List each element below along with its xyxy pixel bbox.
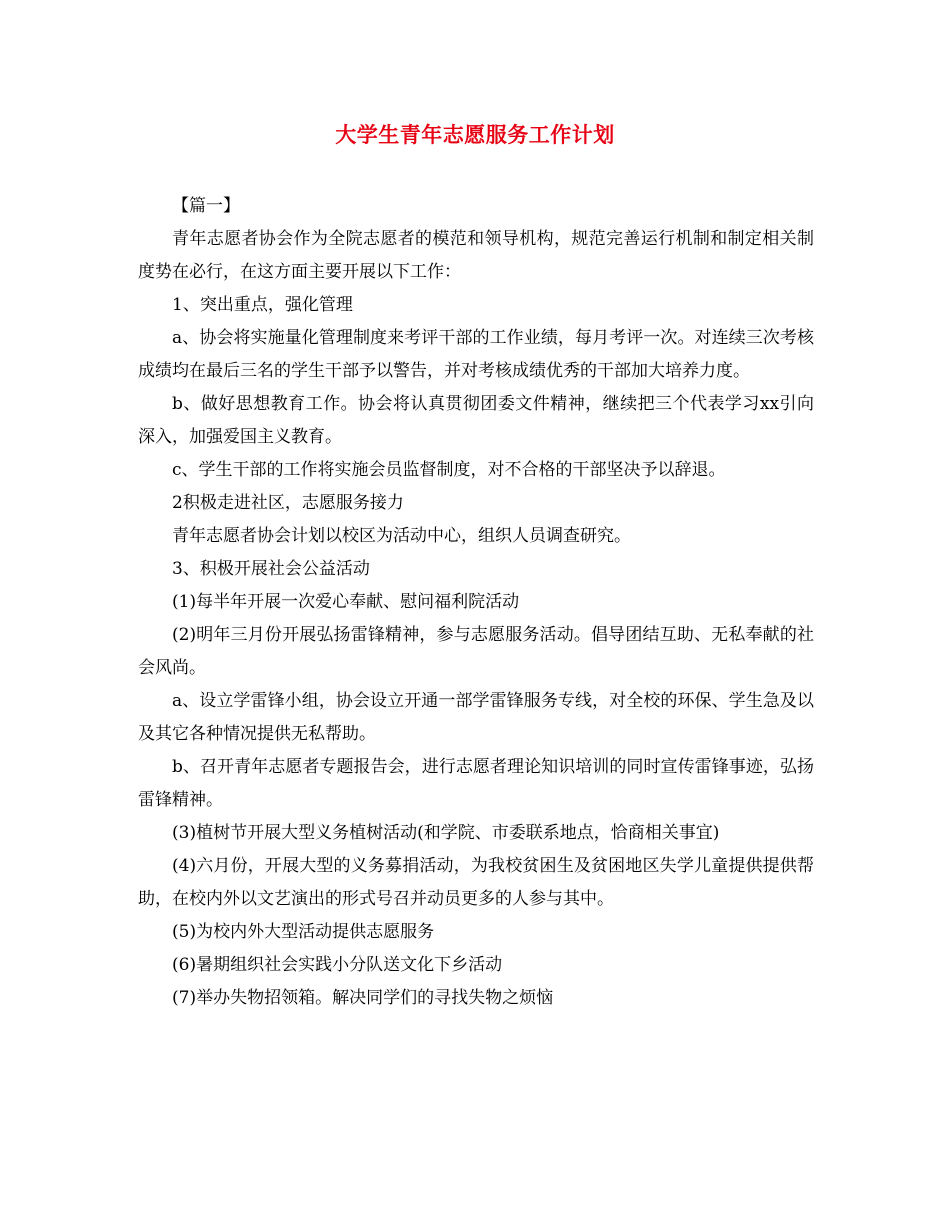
intro-paragraph: 青年志愿者协会作为全院志愿者的模范和领导机构，规范完善运行机制和制定相关制度势在必行，在这方面主要开展以下工作：	[138, 229, 814, 282]
subitem-3-paragraph: (3)植树节开展大型义务植树活动(和学院、市委联系地点，恰商相关事宜)	[172, 823, 720, 843]
section-heading: 【篇一】	[172, 196, 240, 216]
item-2-paragraph: 青年志愿者协会计划以校区为活动中心，组织人员调查研究。	[172, 526, 631, 546]
subitem-6-paragraph: (6)暑期组织社会实践小分队送文化下乡活动	[172, 955, 503, 975]
item-1c-paragraph: c、学生干部的工作将实施会员监督制度，对不合格的干部坚决予以辞退。	[172, 460, 726, 480]
document-body	[138, 190, 814, 1015]
document-title: 大学生青年志愿服务工作计划	[335, 123, 615, 147]
subitem-2a-paragraph: a、设立学雷锋小组，协会设立开通一部学雷锋服务专线，对全校的环保、学生急及以及其它各种情况提供无私帮助。	[138, 691, 814, 744]
item-1a-paragraph: a、协会将实施量化管理制度来考评干部的工作业绩，每月考评一次。对连续三次考核成绩均在最后三名的学生干部予以警告，并对考核成绩优秀的干部加大培养力度。	[138, 328, 814, 381]
subitem-5-paragraph: (5)为校内外大型活动提供志愿服务	[172, 922, 435, 942]
subitem-2b-paragraph: b、召开青年志愿者专题报告会，进行志愿者理论知识培训的同时宣传雷锋事迹，弘扬雷锋精神。	[138, 757, 814, 810]
item-heading-2: 2积极走进社区，志愿服务接力	[172, 493, 404, 513]
subitem-7-paragraph: (7)举办失物招领箱。解决同学们的寻找失物之烦恼	[172, 988, 554, 1008]
subitem-2-paragraph: (2)明年三月份开展弘扬雷锋精神，参与志愿服务活动。倡导团结互助、无私奉献的社会风尚。	[138, 625, 814, 678]
subitem-1-paragraph: (1)每半年开展一次爱心奉献、慰问福利院活动	[172, 592, 520, 612]
subitem-4-paragraph: (4)六月份，开展大型的义务募捐活动，为我校贫困生及贫困地区失学儿童提供提供帮助，在校内外以文艺演出的形式号召并动员更多的人参与其中。	[138, 856, 814, 909]
item-heading-3: 3、积极开展社会公益活动	[172, 559, 370, 579]
item-heading-1: 1、突出重点，强化管理	[172, 295, 353, 315]
item-1b-paragraph: b、做好思想教育工作。协会将认真贯彻团委文件精神，继续把三个代表学习xx引向深入，加强爱国主义教育。	[138, 394, 814, 447]
